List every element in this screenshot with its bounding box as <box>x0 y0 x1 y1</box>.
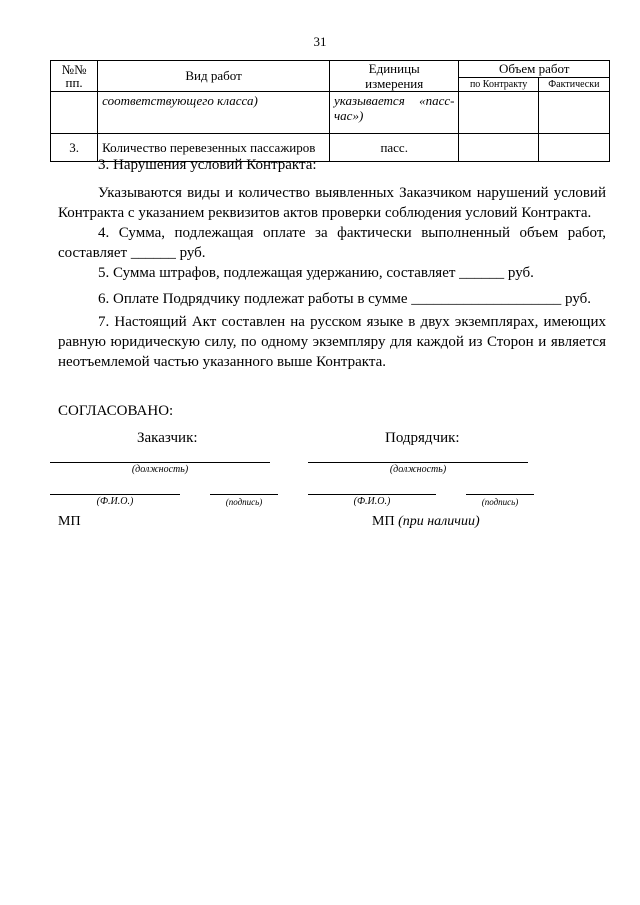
agreed-heading: СОГЛАСОВАНО: <box>58 403 174 419</box>
header-volume: Объем работ <box>459 61 610 78</box>
units-part-a: указывается <box>333 93 405 108</box>
section-4 <box>58 223 606 263</box>
units-part-c: час») <box>333 108 364 123</box>
customer-position-line <box>50 462 270 463</box>
section-6: 6. Оплате Подрядчику подлежат работы в сумме ____________________ руб. <box>98 291 592 307</box>
section-7-line-2: равную юридическую силу, по одному экземпляру для каждой из Сторон и является <box>58 334 606 350</box>
cell-units: пасс. <box>329 134 458 162</box>
table-row <box>51 92 610 134</box>
section-3-text <box>58 183 606 223</box>
customer-stamp: МП <box>58 514 81 529</box>
customer-signature-line <box>210 494 278 495</box>
header-num: №№ пп. <box>51 61 98 92</box>
contractor-position-caption: (должность) <box>389 464 447 475</box>
contractor-stamp <box>372 514 480 530</box>
section-4-line-1: 4. Сумма, подлежащая оплате за фактически выполненный объем работ, <box>98 225 606 241</box>
section-5: 5. Сумма штрафов, подлежащая удержанию, составляет ______ руб. <box>98 265 534 281</box>
header-work-type: Вид работ <box>98 61 330 92</box>
contractor-label: Подрядчик: <box>385 430 460 446</box>
contractor-signature-caption: (подпись) <box>481 497 519 507</box>
contractor-signature-line <box>466 494 534 495</box>
cell-work-type: Количество перевезенных пассажиров <box>98 134 330 162</box>
header-units: Единицы измерения <box>329 61 458 92</box>
customer-fio-caption: (Ф.И.О.) <box>96 496 134 507</box>
page-number: 31 <box>313 34 327 49</box>
customer-label: Заказчик: <box>137 430 198 446</box>
section-3-line-1: Указываются виды и количество выявленных Заказчиком нарушений условий <box>98 185 606 201</box>
contractor-fio-line <box>308 494 436 495</box>
cell-num: 3. <box>51 134 98 162</box>
contractor-stamp-mp: МП <box>372 514 395 529</box>
units-line <box>334 93 454 108</box>
customer-position-caption: (должность) <box>131 464 189 475</box>
contractor-fio-caption: (Ф.И.О.) <box>353 496 391 507</box>
header-actual: Фактически <box>538 78 609 92</box>
customer-signature-caption: (подпись) <box>225 497 263 507</box>
section-3-title: 3. Нарушения условий Контракта: <box>98 157 317 173</box>
contractor-position-line <box>308 462 528 463</box>
customer-fio-line <box>50 494 180 495</box>
section-7 <box>58 312 606 372</box>
works-table <box>50 60 610 162</box>
section-4-line-2: составляет ______ руб. <box>58 245 206 261</box>
cell-actual <box>538 92 609 134</box>
cell-work-type: соответствующего класса) <box>98 92 330 134</box>
table-header-row <box>51 61 610 78</box>
contractor-stamp-note: (при наличии) <box>398 514 480 529</box>
units-part-b: «пасс- <box>419 93 455 108</box>
section-7-line-3: неотъемлемой частью указанного выше Контракта. <box>58 354 386 370</box>
cell-units <box>329 92 458 134</box>
section-3-line-2: Контракта с указанием реквизитов актов проверки соблюдения условий Контракта. <box>58 205 592 221</box>
cell-num <box>51 92 98 134</box>
header-by-contract: по Контракту <box>459 78 538 92</box>
section-7-line-1: 7. Настоящий Акт составлен на русском языке в двух экземплярах, имеющих <box>98 314 606 330</box>
cell-by-contract <box>459 92 538 134</box>
